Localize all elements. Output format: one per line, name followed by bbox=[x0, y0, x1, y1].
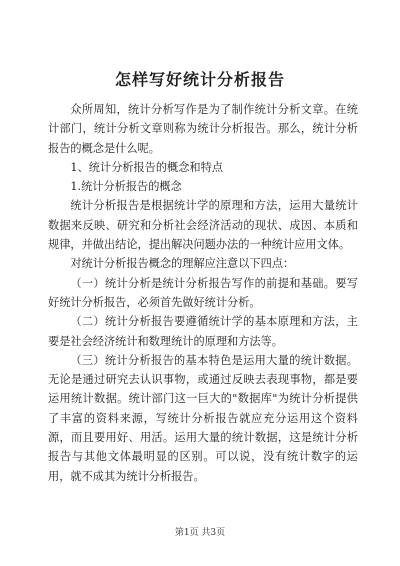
paragraph-four-points: 对统计分析报告概念的理解应注意以下四点： bbox=[70, 257, 295, 271]
document-body bbox=[48, 100, 358, 486]
document-title: 怎样写好统计分析报告 bbox=[114, 70, 285, 89]
paragraph-intro: 众所周知，统计分析写作是为了制作统计分析文章。在统计部门，统计分析文章则称为统计分析报告。那么，统计分析报告的概念是什么呢。 bbox=[48, 103, 358, 155]
page-number-footer: 第1页 共3页 bbox=[174, 528, 226, 538]
paragraph-point-one: （一）统计分析是统计分析报告写作的前提和基础。要写好统计分析报告，必须首先做好统计分析。 bbox=[48, 276, 358, 309]
subheading-concept: 1.统计分析报告的概念 bbox=[70, 180, 182, 194]
paragraph-point-three: （三）统计分析报告的基本特色是运用大量的统计数据。无论是通过研究去认识事物，或通过反映去表现事物，都是要运用统计数据。统计部门这一巨大的"数据库"为统计分析提供了丰富的资料来源，写统计分析报告就应充分运用这个资料源，而且要用好、用活。运用大量的统计数据，这是统计分析报告与其他文体最明显的区别。可以说，没有统计数字的运用，就不成其为统计分析报告。 bbox=[48, 353, 358, 483]
paragraph-point-two: （二）统计分析报告要遵循统计学的基本原理和方法，主要是社会经济统计和数理统计的原理和方法等。 bbox=[48, 315, 358, 348]
heading-concept-and-features: 1、统计分析报告的概念和特点 bbox=[70, 160, 223, 174]
paragraph-definition: 统计分析报告是根据统计学的原理和方法，运用大量统计数据来反映、研究和分析社会经济活动的现状、成因、本质和规律，并做出结论，提出解决问题办法的一种统计应用文体。 bbox=[48, 199, 358, 252]
